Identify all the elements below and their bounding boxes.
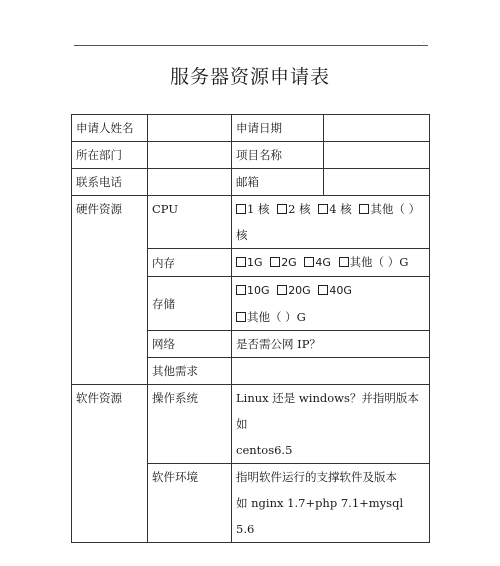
cpu-option-2[interactable]: 2 核 <box>277 202 310 216</box>
storage-option-10g[interactable]: 10G <box>236 284 270 297</box>
hardware-label: 硬件资源 <box>72 196 148 385</box>
checkbox-icon <box>318 285 328 295</box>
cpu-option-other[interactable]: 其他（ ） <box>359 202 420 216</box>
network-label: 网络 <box>148 331 232 358</box>
checkbox-icon <box>236 257 246 267</box>
cpu-unit-wrap: 核 <box>236 228 248 242</box>
email-field[interactable] <box>324 169 430 196</box>
checkbox-icon <box>236 285 246 295</box>
env-label: 软件环境 <box>148 464 232 543</box>
memory-option-1g[interactable]: 1G <box>236 256 263 269</box>
applicant-name-label: 申请人姓名 <box>72 115 148 142</box>
checkbox-icon <box>270 257 280 267</box>
checkbox-icon <box>359 204 369 214</box>
department-label: 所在部门 <box>72 142 148 169</box>
env-field[interactable] <box>232 464 430 543</box>
os-field[interactable] <box>232 385 430 464</box>
memory-option-other[interactable]: 其他（ ）G <box>339 255 409 269</box>
storage-option-40g[interactable]: 40G <box>318 284 352 297</box>
storage-options <box>232 277 430 331</box>
phone-label: 联系电话 <box>72 169 148 196</box>
memory-options <box>232 249 430 277</box>
applicant-name-field[interactable] <box>148 115 232 142</box>
other-requirements-field[interactable] <box>232 358 430 385</box>
checkbox-icon <box>236 312 246 322</box>
apply-date-field[interactable] <box>324 115 430 142</box>
checkbox-icon <box>318 204 328 214</box>
email-label: 邮箱 <box>232 169 324 196</box>
storage-option-20g[interactable]: 20G <box>277 284 311 297</box>
header-rule <box>74 45 428 46</box>
phone-field[interactable] <box>148 169 232 196</box>
checkbox-icon <box>277 285 287 295</box>
apply-date-label: 申请日期 <box>232 115 324 142</box>
checkbox-icon <box>277 204 287 214</box>
project-name-field[interactable] <box>324 142 430 169</box>
checkbox-icon <box>339 257 349 267</box>
department-field[interactable] <box>148 142 232 169</box>
memory-label: 内存 <box>148 249 232 277</box>
cpu-label: CPU <box>148 196 232 249</box>
cpu-option-4[interactable]: 4 核 <box>318 202 351 216</box>
memory-option-4g[interactable]: 4G <box>304 256 331 269</box>
project-name-label: 项目名称 <box>232 142 324 169</box>
network-value[interactable]: 是否需公网 IP？ <box>232 331 430 358</box>
cpu-options <box>232 196 430 249</box>
software-label: 软件资源 <box>72 385 148 543</box>
application-form-table <box>71 114 430 543</box>
checkbox-icon <box>236 204 246 214</box>
env-hint-line2: 如 nginx 1.7+php 7.1+mysql 5.6 <box>236 496 404 536</box>
other-requirements-label: 其他需求 <box>148 358 232 385</box>
os-label: 操作系统 <box>148 385 232 464</box>
page-title: 服务器资源申请表 <box>169 66 330 88</box>
header-dot: . <box>423 38 425 45</box>
cpu-option-1[interactable]: 1 核 <box>236 202 269 216</box>
os-hint-line2: centos6.5 <box>236 443 293 457</box>
env-hint-line1: 指明软件运行的支撑软件及版本 <box>236 470 397 484</box>
checkbox-icon <box>304 257 314 267</box>
os-hint-line1: Linux 还是 windows？并指明版本如 <box>236 391 419 431</box>
storage-label: 存储 <box>148 277 232 331</box>
storage-option-other[interactable]: 其他（ ）G <box>236 310 306 324</box>
memory-option-2g[interactable]: 2G <box>270 256 297 269</box>
